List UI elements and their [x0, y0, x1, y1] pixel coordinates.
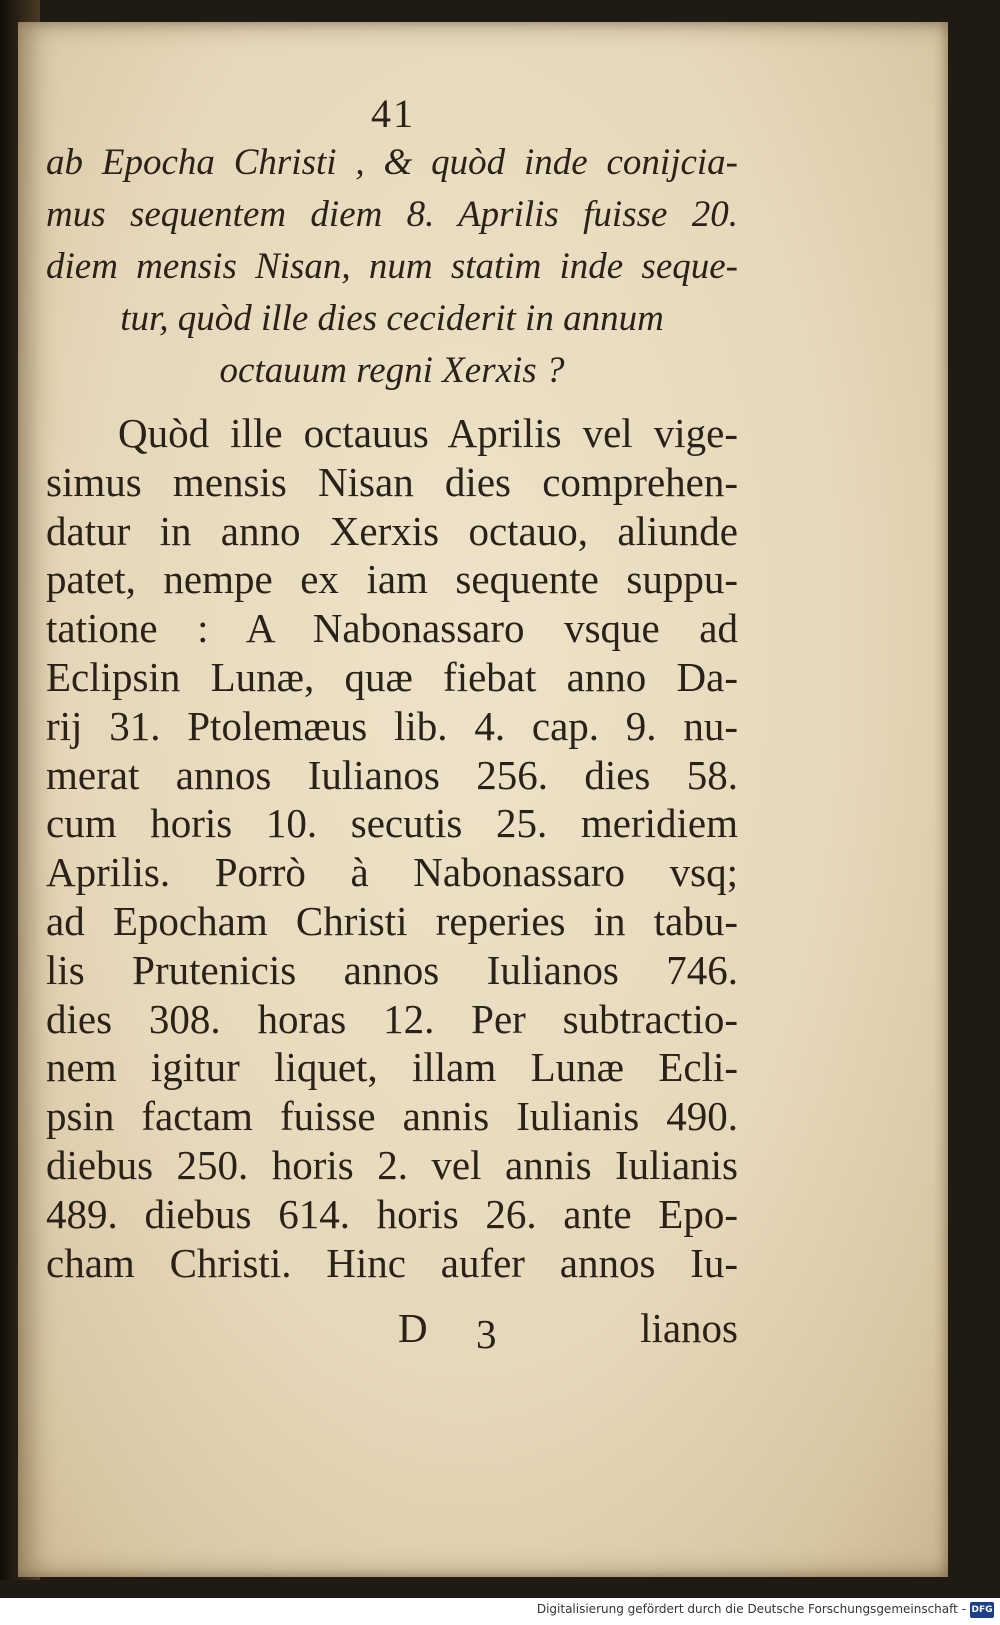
answer-line: 489. diebus 614. horis 26. ante Epo-	[46, 1190, 738, 1237]
book-page	[18, 22, 948, 1577]
digitization-footer	[0, 1598, 1000, 1625]
answer-line: cum horis 10. secutis 25. meridiem	[46, 800, 738, 847]
answer-line: tatione : A Nabonassaro vsque ad	[46, 605, 738, 652]
dfg-logo: DFG	[970, 1602, 994, 1618]
answer-line: merat annos Iulianos 256. dies 58.	[46, 751, 738, 798]
signature-mark: D	[398, 1305, 428, 1351]
answer-line: ad Epocham Christi reperies in tabu-	[46, 897, 738, 944]
answer-line: dies 308. horas 12. Per subtractio-	[46, 995, 738, 1042]
answer-line: Quòd ille octauus Aprilis vel vige-	[118, 410, 738, 456]
answer-line: nem igitur liquet, illam Lunæ Ecli-	[46, 1044, 738, 1091]
answer-line: rij 31. Ptolemæus lib. 4. cap. 9. nu-	[46, 702, 738, 749]
question-line: tur, quòd ille dies ceciderit in annum	[120, 298, 664, 339]
question-line: ab Epocha Christi , & quòd inde conijcia-	[46, 142, 738, 183]
signature-number: 3	[476, 1311, 497, 1357]
answer-line: simus mensis Nisan dies comprehen-	[46, 458, 738, 505]
answer-line: Aprilis. Porrò à Nabonassaro vsq;	[46, 849, 738, 896]
catchword: lianos	[640, 1305, 738, 1351]
answer-line: lis Prutenicis annos Iulianos 746.	[46, 946, 738, 993]
answer-paragraph	[46, 409, 738, 1287]
page-number: 41	[371, 91, 415, 136]
answer-line: patet, nempe ex iam sequente suppu-	[46, 556, 738, 603]
signature-line	[46, 1304, 738, 1357]
answer-line: cham Christi. Hinc aufer annos Iu-	[46, 1239, 738, 1286]
question-line: mus sequentem diem 8. Aprilis fuisse 20.	[46, 194, 738, 235]
answer-line: Eclipsin Lunæ, quæ fiebat anno Da-	[46, 653, 738, 700]
answer-line: psin factam fuisse annis Iulianis 490.	[46, 1093, 738, 1140]
question-line: diem mensis Nisan, num statim inde seque-	[46, 246, 738, 287]
footer-credit: Digitalisierung gefördert durch die Deutsche Forschungsgemeinschaft -	[536, 1602, 966, 1616]
question-line: octauum regni Xerxis ?	[219, 350, 565, 391]
answer-line: datur in anno Xerxis octauo, aliunde	[46, 507, 738, 554]
question-paragraph	[46, 137, 738, 397]
answer-line: diebus 250. horis 2. vel annis Iulianis	[46, 1141, 738, 1188]
